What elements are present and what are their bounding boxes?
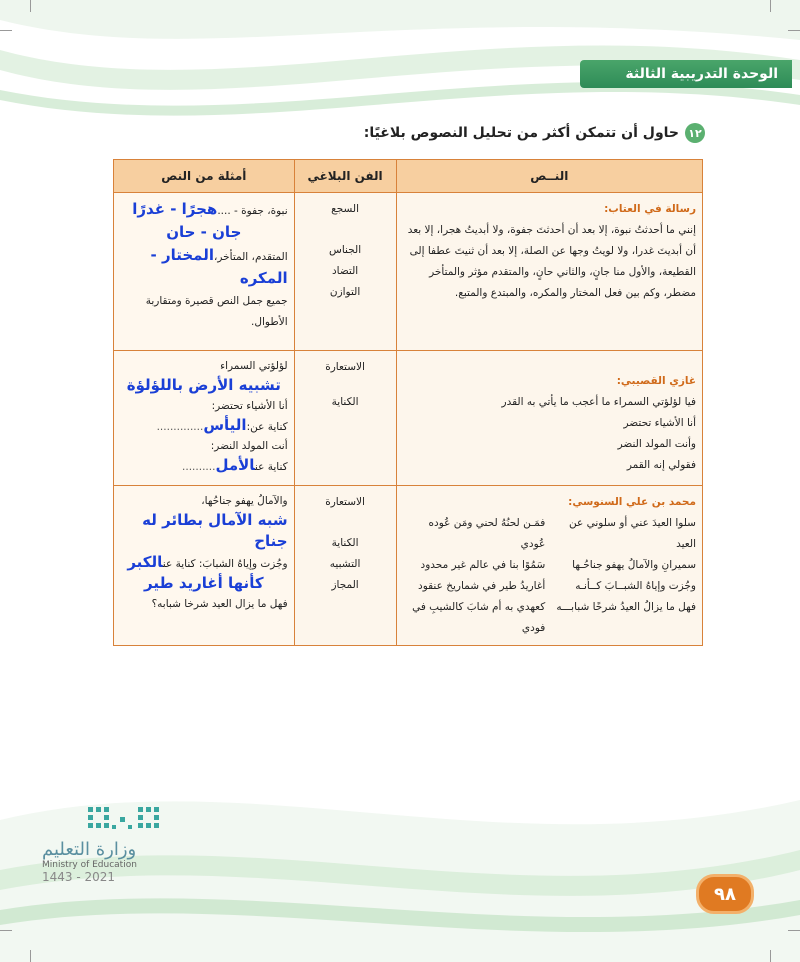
- example-text: نبوة، جفوة - ....: [217, 205, 288, 217]
- handwritten-answer: الأمل: [215, 456, 255, 474]
- poem-line: [403, 513, 696, 555]
- handwritten-answer: تشبيه الأرض باللؤلؤة: [126, 376, 281, 394]
- art-item: الاستعارة: [325, 496, 365, 508]
- crop-mark: [788, 930, 800, 931]
- example-text: لؤلؤتي السمراء: [220, 360, 288, 372]
- ministry-logo-icon: [42, 805, 182, 835]
- example-text: أنت المولد النضر:: [210, 440, 288, 452]
- art-item: التضاد: [331, 265, 359, 277]
- row1-body: إنني ما أحدثتُ نبوة، إلا بعد أن أحدثتَ جفوة، ولا أبديتُ هجرا، إلا بعد أن أبديتَ غدرا، ولا لويتُ وجها عن الصلة، إلا بعد أن ثنيتَ عطفا إلى القطيعة، والأول منا جانٍ، والثاني حانٍ، والمتقدم مؤثر والمتأخر مضطر، وكم بين فعل المختار والمكره، والمبتدع والمتبع.: [407, 224, 696, 299]
- exercise-instruction: [364, 123, 705, 143]
- row3-arts: [294, 486, 396, 646]
- row3-text: [396, 486, 702, 646]
- table-header-row: [114, 160, 703, 193]
- crop-mark: [30, 0, 31, 12]
- ministry-name-en: Ministry of Education: [42, 860, 137, 870]
- example-text: والآمالُ يهفو جناحُها،: [201, 495, 288, 507]
- poem-line: وأنت المولد النضر: [617, 438, 696, 450]
- poem-line: [403, 597, 696, 639]
- handwritten-answer: المختار - المكره: [150, 246, 288, 287]
- art-item: التشبيه: [329, 558, 361, 570]
- table-row: [114, 193, 703, 351]
- example-text: جميع جمل النص قصيرة ومتقاربة الأطوال.: [145, 295, 288, 328]
- ministry-logo: [42, 805, 192, 884]
- table-row: [114, 351, 703, 486]
- art-item: الكناية: [331, 537, 359, 549]
- row2-examples: لؤلؤتي السمراء تشبيه الأرض باللؤلؤة أنا الأشياء تحتضر: كناية عن:اليأس.............. أنت المولد النضر: كناية عنالأمل..........: [114, 351, 295, 486]
- handwritten-answer: هجرًا - غدرًا: [132, 200, 218, 218]
- instruction-text: حاول أن تتمكن أكثر من تحليل النصوص بلاغيًا:: [363, 125, 679, 141]
- handwritten-answer: الكبر: [127, 553, 163, 571]
- header-art: الفن البلاغي: [294, 160, 396, 193]
- edition-year: 2021 - 1443: [42, 870, 116, 884]
- poem-hemistich: فمَـن لحنُهُ لحني ومَن عُوده عُودي: [428, 517, 546, 550]
- handwritten-answer: كأنها أغاريد طير: [144, 574, 264, 592]
- example-text: كناية عن: [254, 461, 288, 473]
- header-text: النــص: [396, 160, 702, 193]
- crop-mark: [30, 950, 31, 962]
- row2-title: غازي القصيبي:: [616, 375, 696, 387]
- crop-mark: [788, 30, 800, 31]
- example-text: أنا الأشياء تحتضر:: [211, 400, 288, 412]
- header-examples: أمثلة من النص: [114, 160, 295, 193]
- handwritten-answer: جان - حان: [166, 223, 242, 241]
- row3-examples: [114, 486, 295, 646]
- row2-text: [396, 351, 702, 486]
- example-text: فهل ما يزال العيد شرخا شبابه؟: [151, 598, 288, 610]
- poem-line: أنا الأشياء تحتضر: [623, 417, 696, 429]
- poem-hemistich: فهل ما يزالُ العيدُ شرخًا شبابـــه: [556, 601, 696, 613]
- poem-hemistich: أغاريدُ طير في شماريخ عنقود: [418, 580, 546, 592]
- poem-line: [403, 576, 696, 597]
- ministry-name-ar: وزارة التعليم: [42, 839, 137, 860]
- exercise-number: ١٢: [685, 123, 705, 143]
- row2-arts: [294, 351, 396, 486]
- poem-line: فقولي إنه القمر: [626, 459, 696, 471]
- handwritten-answer: شبه الآمال بطائر له جناح: [142, 511, 288, 550]
- row1-examples: [114, 193, 295, 351]
- art-item: الجناس: [329, 244, 362, 256]
- poem-line: [403, 555, 696, 576]
- row1-text: [396, 193, 702, 351]
- poem-hemistich: سميرانِ والآمالُ يهفو جناحُـها: [572, 559, 696, 571]
- art-item: السجع: [331, 203, 359, 215]
- page-number: ٩٨: [696, 874, 754, 914]
- crop-mark: [770, 0, 771, 12]
- poem-hemistich: سلوا العيدَ عني أو سلوني عن العيد: [569, 517, 696, 550]
- unit-title: الوحدة التدريبية الثالثة: [625, 66, 778, 82]
- art-item: المجاز: [331, 579, 359, 591]
- art-item: التوازن: [329, 286, 361, 298]
- example-text: وجُزت وإياهُ الشبابَ: كناية عن: [162, 558, 288, 570]
- example-text: كناية عن:: [246, 421, 288, 433]
- rhetoric-table: [113, 159, 703, 646]
- row1-title: رسالة في العتاب:: [604, 203, 696, 215]
- row1-arts: [294, 193, 396, 351]
- crop-mark: [0, 930, 12, 931]
- row3-title: محمد بن علي السنوسي:: [568, 496, 696, 508]
- poem-line: فيا لؤلؤتي السمراء ما أعجب ما يأتي به القدر: [501, 396, 696, 408]
- example-text: المتقدم، المتأخر،: [213, 251, 288, 263]
- crop-mark: [770, 950, 771, 962]
- poem-hemistich: سَمُوًا بنا في عالم غير محدود: [420, 559, 546, 571]
- crop-mark: [0, 30, 12, 31]
- table-row: [114, 486, 703, 646]
- poem-hemistich: كعهدي به أم شابَ كالشيبِ في فودي: [412, 601, 546, 634]
- handwritten-answer: اليأس: [203, 416, 247, 434]
- art-item: الاستعارة: [325, 361, 365, 373]
- art-item: الكناية: [331, 396, 359, 408]
- unit-title-banner: [580, 60, 792, 88]
- poem-hemistich: وجُزت وإياهُ الشبــابَ كــأنـه: [575, 580, 696, 592]
